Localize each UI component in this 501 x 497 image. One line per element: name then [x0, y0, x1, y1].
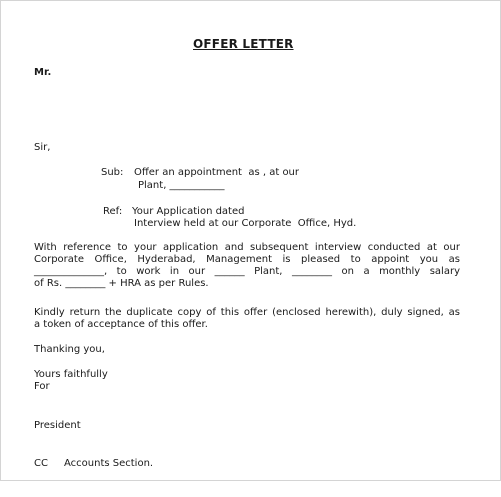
subject-line-2: Plant, ___________ [138, 180, 225, 191]
subject-label: Sub: [101, 167, 124, 178]
paragraph-1-line-3: ______________, to work in our ______ Plant, ________ on a monthly salary [34, 266, 460, 277]
closing-line-2: For [34, 381, 50, 392]
reference-label: Ref: [103, 206, 123, 217]
cc-text: Accounts Section. [64, 458, 154, 469]
thanks-line: Thanking you, [34, 344, 105, 355]
salutation: Sir, [34, 142, 51, 153]
paragraph-1-line-1: With reference to your application and subsequent interview conducted at our [34, 242, 460, 253]
reference-line-1: Your Application dated [132, 206, 245, 217]
closing-line-1: Yours faithfully [34, 369, 108, 380]
cc-label: CC [34, 458, 48, 469]
signatory: President [34, 420, 81, 431]
paragraph-1-line-2: Corporate Office, Hyderabad, Management is pleased to appoint you as [34, 254, 460, 265]
reference-line-2: Interview held at our Corporate Office, Hyd. [134, 218, 357, 229]
paragraph-2-line-2: a token of acceptance of this offer. [34, 319, 208, 330]
body-paragraph-2 [34, 307, 460, 331]
subject-line-1: Offer an appointment as , at our [134, 167, 300, 178]
body-paragraph-1 [34, 242, 460, 290]
paragraph-2-line-1: Kindly return the duplicate copy of this offer (enclosed herewith), duly signed, as [34, 307, 460, 318]
letter-title: OFFER LETTER [193, 37, 294, 51]
paragraph-1-line-4: of Rs. ________ + HRA as per Rules. [34, 278, 209, 289]
recipient-line: Mr. [34, 67, 52, 78]
